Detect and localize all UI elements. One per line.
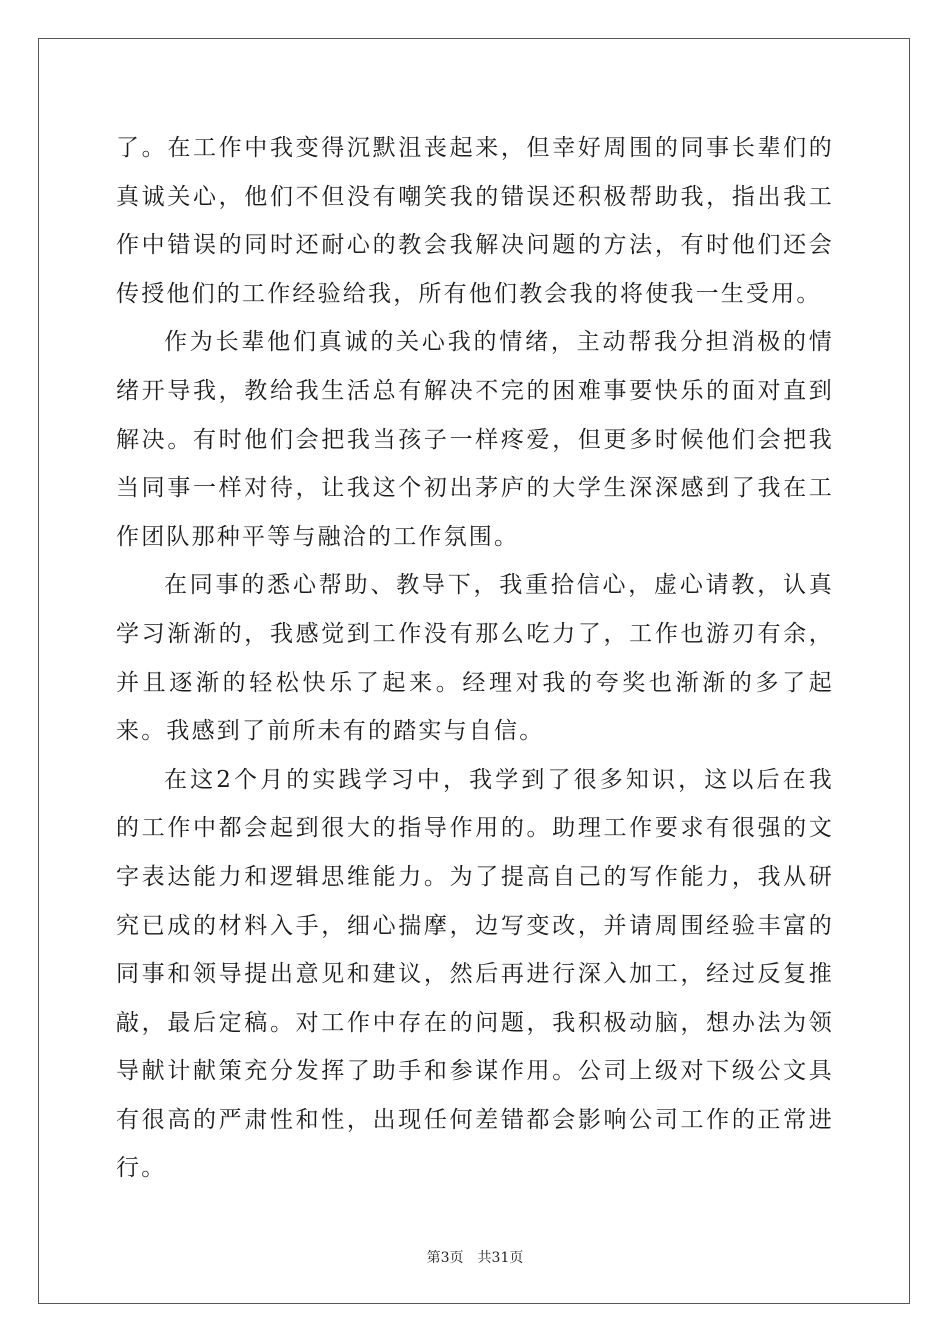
paragraph-1: 了。在工作中我变得沉默沮丧起来，但幸好周围的同事长辈们的真诚关心，他们不但没有嘲笑我的错误还积极帮助我，指出我工作中错误的同时还耐心的教会我解决问题的方法，有时他们还会传授他们的工作经验给我，所有他们教会我的将使我一生受用。 — [116, 135, 834, 307]
paragraph-4: 在这2个月的实践学习中，我学到了很多知识，这以后在我的工作中都会起到很大的指导作用的。助理工作要求有很强的文字表达能力和逻辑思维能力。为了提高自己的写作能力，我从研究已成的材料入手，细心揣摩，边写变改，并请周围经验丰富的同事和领导提出意见和建议，然后再进行深入加工，经过反复推敲，最后定稿。对工作中存在的问题，我积极动脑，想办法为领导献计献策充分发挥了助手和参谋作用。公司上级对下级公文具有很高的严肃性和性，出现任何差错都会影响公司工作的正常进行。 — [116, 766, 834, 1182]
page-total: 共31页 — [477, 1250, 524, 1266]
document-body — [116, 124, 834, 1193]
paragraph-3: 在同事的悉心帮助、教导下，我重拾信心，虚心请教，认真学习渐渐的，我感觉到工作没有那么吃力了，工作也游刃有余，并且逐渐的轻松快乐了起来。经理对我的夸奖也渐渐的多了起来。我感到了前所未有的踏实与自信。 — [116, 572, 834, 745]
page-footer — [0, 1247, 950, 1267]
page-number: 第3页 — [426, 1250, 464, 1266]
paragraph-2: 作为长辈他们真诚的关心我的情绪，主动帮我分担消极的情绪开导我，教给我生活总有解决不完的困难事要快乐的面对直到解决。有时他们会把我当孩子一样疼爱，但更多时候他们会把我当同事一样对待，让我这个初出茅庐的大学生深深感到了我在工作团队那种平等与融洽的工作氛围。 — [116, 329, 834, 550]
